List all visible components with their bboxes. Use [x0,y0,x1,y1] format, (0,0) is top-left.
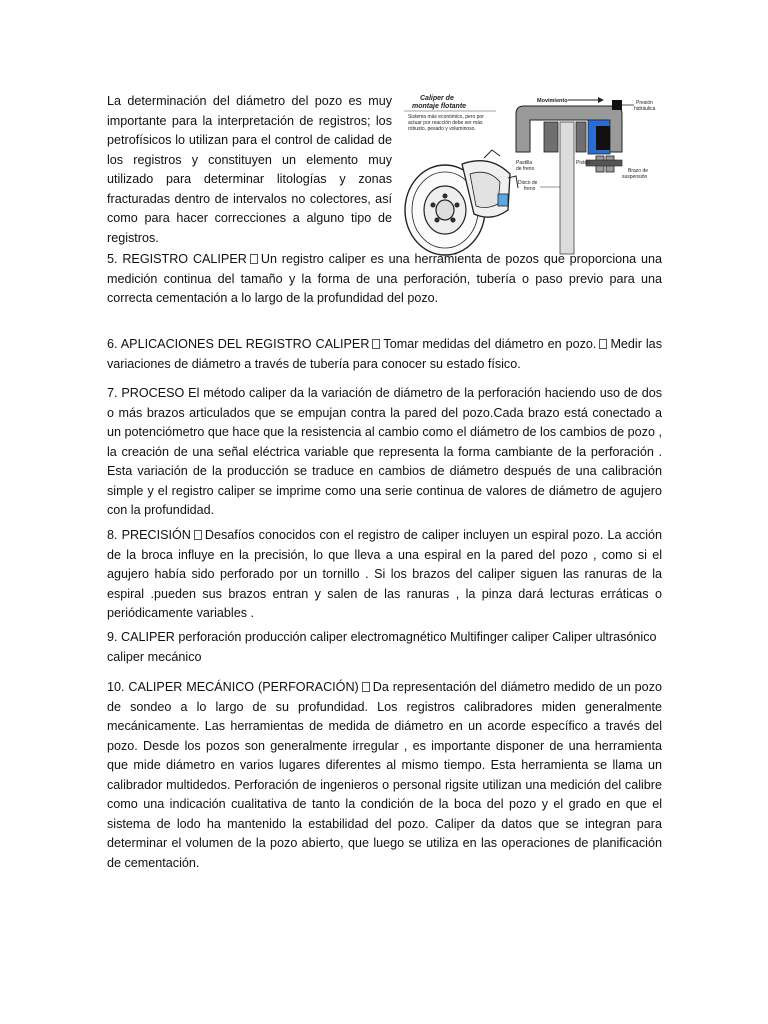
section-6 [107,335,662,374]
section-6-body-a: Tomar medidas del diámetro en pozo. [383,337,597,351]
section-8-heading: 8. PRECISIÓN [107,528,191,542]
section-7-body: El método caliper da la variación de diámetro de la perforación haciendo uso de dos o más brazos articulados que se empujan contra la pared del pozo.Cada brazo está conectado a un potenciómetro que hace que la resistencia al cambio como el diámetro de los cambios de pozo , la creación de una señal eléctrica variable que representa la forma cambiante de la perforación . Esta variación de la producción se traduce en cambios de diámetro después de una calibración simple y el registro caliper se imprime como una serie continua de valores de diámetro de agujero con la profundidad. [107,386,662,517]
section-10 [107,678,662,873]
label-disco-1: Disco de [518,180,538,186]
figure-title-2: montaje flotante [412,103,467,110]
label-presion-2: hidráulica [634,106,656,112]
label-presion-1: Presión [636,100,653,106]
caliper-diagram-figure [400,92,662,260]
label-disco-2: freno [524,186,536,192]
section-10-heading: 10. CALIPER MECÁNICO (PERFORACIÓN) [107,680,359,694]
bullet-marker-icon [250,254,258,264]
label-piston: Pistón [576,160,590,166]
intro-paragraph: La determinación del diámetro del pozo es muy importante para la interpretación de registros; los petrofísicos lo utilizan para el control de calidad de los registros y constituyen un elemento muy utilizado para determinar litologías y zonas fracturadas dentro de intervalos no colectores, así como para hacer correcciones a alguno tipo de registros. [107,94,392,245]
label-brazo-2: suspensión [622,174,648,180]
section-6-heading: 6. APLICACIONES DEL REGISTRO CALIPER [107,337,370,351]
section-5 [107,250,662,309]
bullet-marker-icon [194,530,202,540]
bullet-marker-icon [362,682,370,692]
section-8 [107,526,662,624]
section-9 [107,628,662,667]
section-10-body: Da representación del diámetro medido de un pozo de sondeo a lo largo de su profundidad. Los registros calibradores miden generalmente mecánicamente. Las herramientas de medida de diámetro en un acorde específico a través del pozo. Desde los pozos son generalmente irregular , es importante disponer de una herramienta que mide diámetro en varios lugares diferentes al mismo tiempo. Esta herramienta se llama un calibrador multidedos. Perforación de ingenieros o personal rigsite utilizan una medición del calibre como una indicación cualitativa de tanto la condición de la boca del pozo y el grado en que el sistema de lodo ha mantenido la estabilidad del pozo. Caliper da datos que se integran para determinar el volumen de la pozo abierto, que luego se utiliza en las operaciones de planificación de cementación. [107,680,662,870]
label-pastilla-2: de freno [516,166,535,172]
caliper-cross-section [516,97,656,254]
brake-disc-illustration [405,150,518,255]
figure-note-2: actuar por reacción debe ser más [408,120,483,126]
label-pastilla-1: Pastilla [516,160,533,166]
section-7 [107,384,662,521]
section-7-heading: 7. PROCESO [107,386,185,400]
figure-note-3: robusto, pesado y voluminoso. [408,126,476,132]
section-8-body: Desafíos conocidos con el registro de caliper incluyen un espiral pozo. La acción de la broca influye en la precisión, lo que lleva a una espiral en la pared del pozo , como si el agujero había sido perforado por un tornillo . Si los brazos del caliper siguen las ranuras de la espiral .pueden sus brazos entran y salen de las ranuras , la pinza dará lecturas erráticas o periódicamente variables . [107,528,663,620]
figure-note-1: Sistema más económico, pero por [408,114,484,120]
label-movimiento: Movimiento [537,98,568,104]
section-5-heading: 5. REGISTRO CALIPER [107,252,247,266]
label-brazo-1: Brazo de [628,168,649,174]
section-6-body-b: Medir las variaciones de diámetro a través de tubería para conocer su estado físico. [107,337,662,371]
section-9-heading: 9. CALIPER perforación producción caliper electromagnético Multifinger caliper Caliper ultrasónico caliper mecánico [107,630,657,664]
bullet-marker-icon [372,339,380,349]
section-5-body: Un registro caliper es una herramienta de pozos que proporciona una medición continua del tamaño y la forma de una perforación, tubería o paso previo para una correcta cementación a lo largo de la profundidad del pozo. [107,252,663,305]
bullet-marker-icon [599,339,607,349]
brake-caliper-diagram [400,92,662,260]
figure-title-1: Caliper de [420,95,454,102]
